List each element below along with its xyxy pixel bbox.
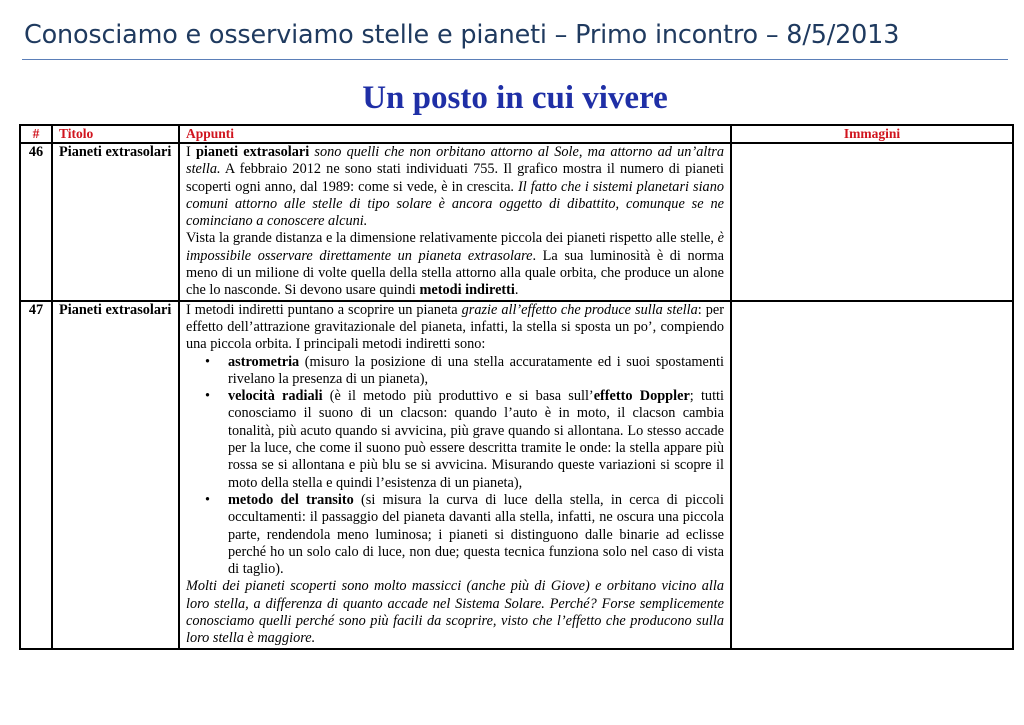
text-run: (si misura la curva di luce della stella, in cerca di piccoli occultamenti: il passaggio del pianeta davanti alla stella, infatti, ne oscura una piccola parte, rendendola meno luminosa; i pianeti si distinguono dalle binarie ad eclisse perché ho un solo calo di luce, non due; questa tecnica funziona solo nel caso di vista di taglio).: [228, 491, 724, 578]
column-header-number: #: [20, 125, 52, 143]
text-run: Il fatto che i sistemi planetari siano comuni attorno alle stelle di tipo solare è ancora oggetto di dibattito, comunque se ne cominciano a conoscere alcuni.: [186, 178, 724, 230]
text-run: A febbraio 2012 ne sono stati individuati 755. Il grafico mostra il numero di pianeti scoperti ogni anno, dal 1989: come si vede, è in crescita.: [186, 161, 724, 195]
bullet-icon: •: [205, 353, 211, 370]
bullet-icon: •: [205, 388, 211, 405]
notes-paragraph: [186, 230, 724, 299]
page-title: Un posto in cui vivere: [362, 80, 668, 116]
notes-paragraph: [186, 302, 724, 354]
term-effetto-doppler: effetto Doppler: [593, 388, 690, 405]
term-metodi-indiretti: metodi indiretti: [419, 282, 515, 299]
row-title: Pianeti extrasolari: [52, 301, 179, 649]
notes-table: [19, 124, 1014, 650]
column-header-title: Titolo: [52, 125, 179, 143]
term-pianeti-extrasolari: pianeti extrasolari: [195, 144, 310, 160]
document-header: Conosciamo e osserviamo stelle e pianeti – Primo incontro – 8/5/2013: [24, 20, 900, 50]
column-header-images: Immagini: [731, 125, 1013, 143]
table-row: [20, 301, 1013, 649]
row-images: [731, 301, 1013, 649]
row-notes: [179, 301, 731, 649]
methods-list: [186, 354, 724, 579]
column-header-notes: Appunti: [179, 125, 731, 143]
text-run: sono quelli che non orbitano attorno al Sole, ma attorno ad un’altra stella.: [186, 144, 725, 178]
method-name: astrometria: [228, 353, 300, 370]
list-item: [205, 388, 724, 492]
text-run: I metodi indiretti puntano a scoprire un pianeta: [186, 301, 462, 318]
row-notes: [179, 143, 731, 301]
text-run: (è il metodo più produttivo e si basa sull’: [322, 388, 594, 405]
text-run: . La sua luminosità è di norma meno di un milione di volte quella della stella attorno alla quale orbita, che produce un alone che lo nasconde. Si devono usare quindi: [186, 247, 724, 299]
text-run: (misuro la posizione di una stella accuratamente ed i suoi spostamenti rivelano la presenza di un pianeta),: [228, 353, 724, 387]
table-row: [20, 143, 1013, 301]
method-name: metodo del transito: [228, 491, 354, 508]
text-run: .: [514, 282, 519, 299]
text-run: Vista la grande distanza e la dimensione relativamente piccola dei pianeti rispetto alle stelle,: [186, 230, 718, 247]
list-item: [205, 353, 724, 389]
list-item: [205, 491, 724, 578]
text-run: è impossibile osservare direttamente un pianeta extrasolare: [186, 230, 724, 264]
notes-paragraph: Molti dei pianeti scoperti sono molto massicci (anche più di Giove) e orbitano vicino alla loro stella, a differenza di quanto accade nel Sistema Solare. Perché? Forse semplicemente conosciamo quelli perché sono più facili da scoprire, visto che l’effetto che producono sulla loro stella è maggiore.: [186, 578, 724, 647]
bullet-icon: •: [205, 491, 211, 508]
row-number: 46: [20, 143, 52, 301]
text-run: I: [186, 144, 196, 160]
method-name: velocità radiali: [228, 388, 323, 405]
row-title: Pianeti extrasolari: [52, 143, 179, 301]
text-run: grazie all’effetto che produce sulla stella: [461, 301, 698, 318]
text-run: ; tutti conosciamo il suono di un clacson: quando l’auto è in moto, il clacson cambia tonalità, più acuto quando si avvicina, più grave quando si allontana. Lo stesso accade per la luce, che come il suono può essere descritta tramite le onde: la stella appare più rossa se si allontana e più blu se si avvicina. Misurando queste variazioni si scopre il moto della stella e quindi l’esistenza di un pianeta),: [228, 388, 724, 491]
row-number: 47: [20, 301, 52, 649]
header-divider: [22, 59, 1008, 60]
text-run: : per effetto dell’attrazione gravitazionale del pianeta, infatti, la stella si sposta un po’, compiendo una piccola orbita. I principali metodi indiretti sono:: [186, 301, 724, 353]
table-header-row: [20, 125, 1013, 143]
row-images: [731, 143, 1013, 301]
notes-paragraph: [186, 144, 724, 230]
